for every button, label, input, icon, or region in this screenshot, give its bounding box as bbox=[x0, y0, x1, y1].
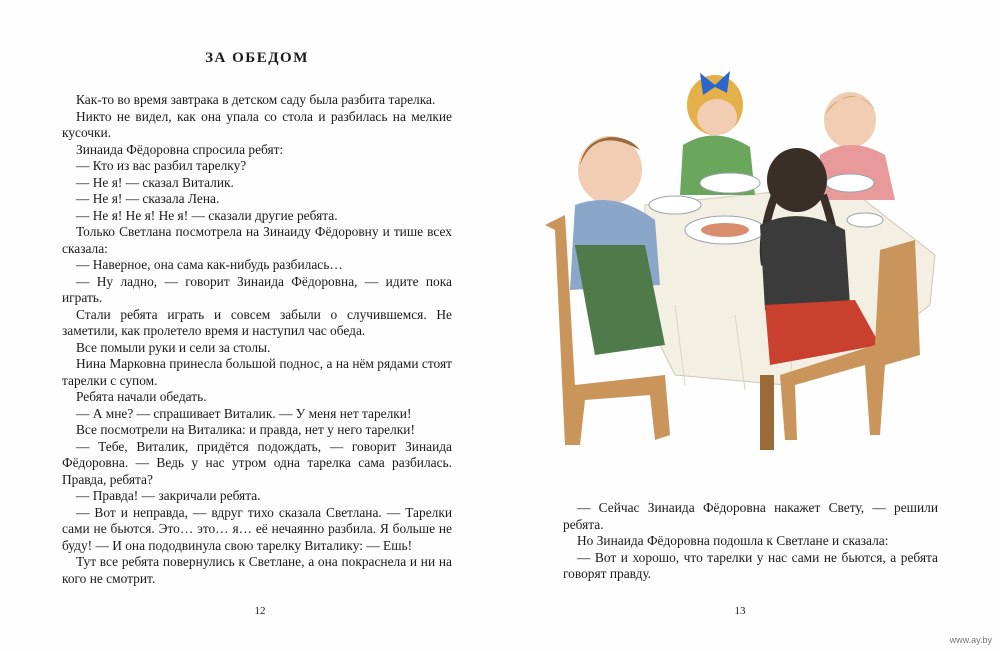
plate-front-right bbox=[847, 213, 883, 227]
paragraph: Но Зинаида Фёдоровна подошла к Светлане и сказала: bbox=[577, 533, 889, 548]
paragraph: — А мне? — спрашивает Виталик. — У меня нет тарелки! bbox=[76, 405, 412, 421]
girl-blonde-face bbox=[697, 99, 737, 135]
paragraph: Стали ребята играть и совсем забыли о случившемся. Не заметили, как пролетело время и наступил час обеда. bbox=[62, 306, 452, 338]
paragraph: Только Светлана посмотрела на Зинаиду Фёдоровну и тише всех сказала: bbox=[62, 224, 452, 256]
paragraph: — Правда! — закричали ребята. bbox=[76, 488, 261, 503]
paragraph: — Вот и хорошо, что тарелки у нас сами не бьются, а ребята говорят правду. bbox=[563, 549, 938, 581]
paragraph: — Не я! — сказала Лена. bbox=[76, 191, 220, 206]
paragraph: Ребята начали обедать. bbox=[76, 389, 207, 404]
paragraph: — Наверное, она сама как-нибудь разбилась… bbox=[76, 257, 343, 272]
plate-left bbox=[649, 196, 701, 214]
boy-pink-head bbox=[824, 92, 876, 148]
paragraph: — Не я! — сказал Виталик. bbox=[76, 174, 234, 190]
girl-vest bbox=[760, 216, 850, 310]
right-page-text bbox=[563, 500, 938, 583]
paragraph: — Вот и неправда, — вдруг тихо сказала Светлана. — Тарелки сами не бьются. Это… это… я… её нечаянно разбила. Я больше не буду! — И она пододвинула свою тарелку Виталику: — Ешь! bbox=[62, 504, 452, 553]
paragraph: Тут все ребята повернулись к Светлане, а она покраснела и ни на кого не смотрит. bbox=[62, 554, 452, 586]
table-leg bbox=[760, 375, 774, 450]
boy-front-head bbox=[578, 136, 642, 204]
paragraph: — Сейчас Зинаида Фёдоровна накажет Свету, — решили ребята. bbox=[563, 500, 938, 532]
story-title: ЗА ОБЕДОМ bbox=[205, 50, 309, 66]
page-number-right: 13 bbox=[734, 605, 746, 617]
page-number-left: 12 bbox=[254, 605, 266, 617]
left-page-text bbox=[62, 92, 452, 587]
paragraph: — Тебе, Виталик, придётся подождать, — говорит Зинаида Фёдоровна. — Ведь у нас утром одна тарелка сама разбилась. Правда, ребята? bbox=[62, 438, 452, 487]
paragraph: Как-то во время завтрака в детском саду была разбита тарелка. bbox=[76, 92, 436, 107]
soup-center bbox=[701, 223, 749, 237]
paragraph: Нина Марковна принесла большой поднос, а на нём рядами стоят тарелки с супом. bbox=[62, 356, 452, 388]
plate-right bbox=[826, 174, 874, 192]
paragraph: — Не я! Не я! Не я! — сказали другие ребята. bbox=[76, 207, 338, 223]
paragraph: Никто не видел, как она упала со стола и разбилась на мелкие кусочки. bbox=[62, 108, 452, 140]
dinner-illustration bbox=[535, 55, 945, 455]
paragraph: Все помыли руки и сели за столы. bbox=[76, 339, 271, 355]
paragraph: Все посмотрели на Виталика: и правда, нет у него тарелки! bbox=[76, 422, 415, 437]
paragraph: Зинаида Фёдоровна спросила ребят: bbox=[76, 141, 284, 157]
paragraph: — Ну ладно, — говорит Зинаида Фёдоровна, — идите пока играть. bbox=[62, 273, 452, 305]
plate-back bbox=[700, 173, 760, 193]
watermark: www.ay.by bbox=[949, 635, 992, 645]
paragraph: — Кто из вас разбил тарелку? bbox=[76, 158, 247, 173]
